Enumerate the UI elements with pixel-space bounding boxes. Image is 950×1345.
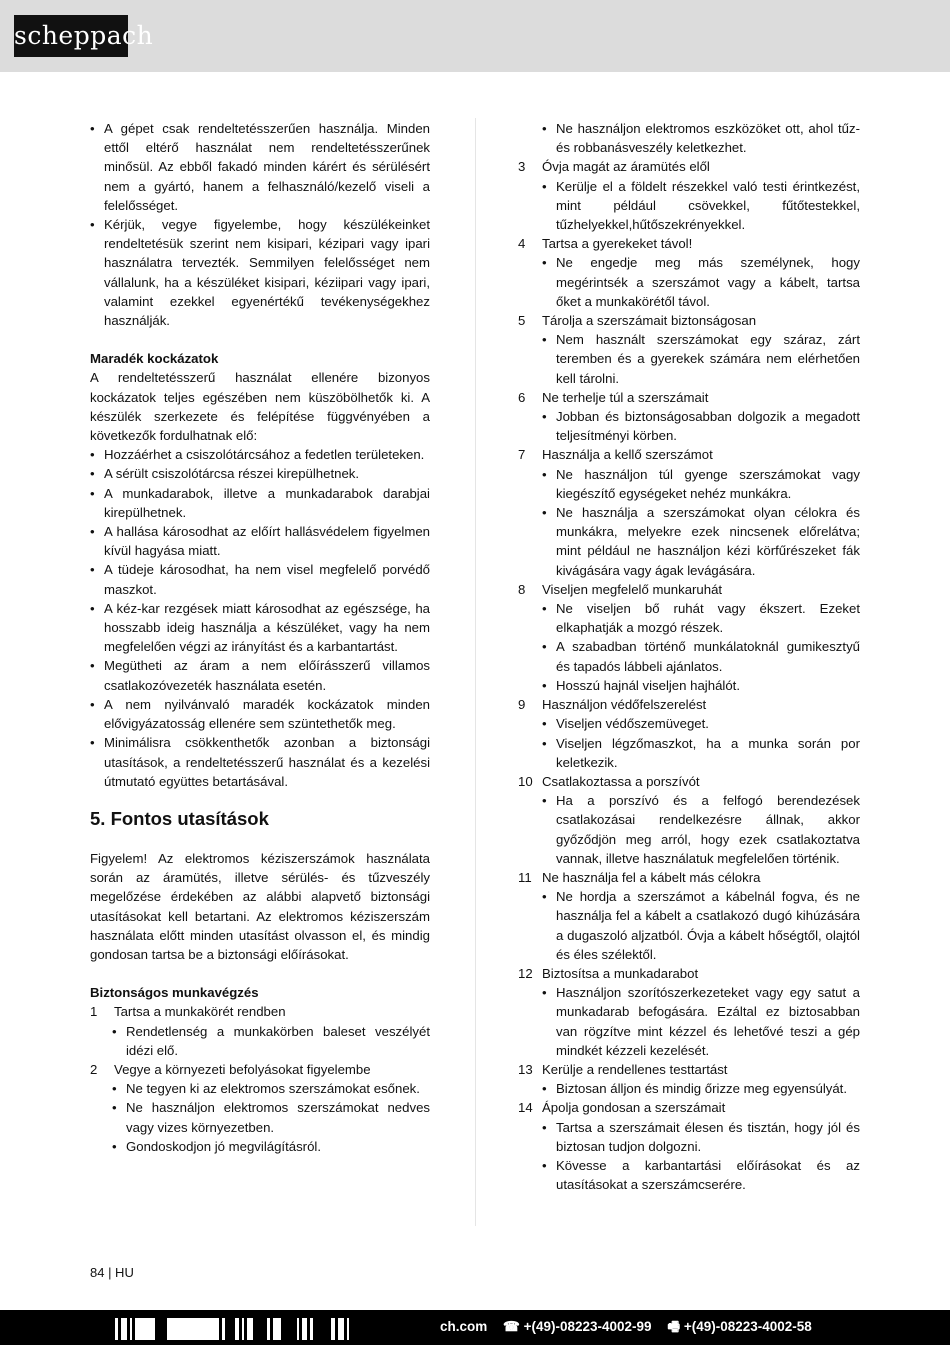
numbered-item: 12 Biztosítsa a munkadarabot [518,965,699,981]
numbered-item: 6 Ne terhelje túl a szerszámait [518,389,709,405]
safe-work-heading: Biztonságos munkavégzés [90,985,259,1001]
page-header [0,0,950,72]
footer-contact [440,1317,824,1340]
page-footer [0,1310,950,1345]
column-divider [475,118,476,1226]
list-item: • Gondoskodjon jó megvilágításról. [112,1138,321,1154]
list-item: • A tüdeje károsodhat, ha nem visel megfelelő porvédő maszkot. [90,562,430,597]
footer-website: ch.com [440,1319,488,1334]
residual-risks-heading: Maradék kockázatok [90,351,219,367]
barcode-graphic [115,1318,435,1340]
list-item: • Ne használjon elektromos eszközöket ott, ahol tűz- és robbanásveszély keletkezhet. [542,121,860,156]
list-item: • Ne hordja a szerszámot a kábelnál fogva, és ne használja fel a kábelt a csatlakozó dugó kihúzására a dugaszoló aljzatból. Óvja a kábelt hőségtől, olajtól és éles szélektől. [542,889,860,962]
list-item: • A gépet csak rendeltetésszerűen használja. Minden ettől eltérő használat nem rendeltetésszerűnek minősül. Az ebből fakadó minden kárért és sérülésért nem a gyártó, hanem a felhasználó/kezelő viseli a felelősséget. [90,121,430,213]
numbered-item: 3 Óvja magát az áramütés elől [518,159,710,175]
numbered-item: 7 Használja a kellő szerszámot [518,447,713,463]
list-item: • Használjon szorítószerkezeteket vagy egy satut a munkadarab befogására. Ezáltal ez biztosabban van rögzítve mint kézzel és lehetővé teszi a gép mindkét kézzeli kezelését. [542,985,860,1058]
list-item: • Ha a porszívó és a felfogó berendezések csatlakozásai rendelkezésre állnak, akkor győződjön meg arról, hogy ezek csatlakoztatva vannak, illetve használatuk megfelelően történik. [542,793,860,866]
footer-fax: 🖷 +(49)-08223-4002-58 [667,1319,812,1334]
list-item: • Ne viseljen bő ruhát vagy ékszert. Ezeket elkaphatják a mozgó részek. [542,601,860,636]
list-item: • Ne tegyen ki az elektromos szerszámokat esőnek. [112,1081,420,1097]
numbered-item: 5 Tárolja a szerszámait biztonságosan [518,313,757,329]
list-item: • Hozzáérhet a csiszolótárcsához a fedetlen területeken. [90,447,425,463]
scheppach-logo: scheppach [14,15,128,57]
left-column [90,119,430,1156]
list-item: • Rendetlenség a munkakörben baleset veszélyét idézi elő. [112,1023,430,1058]
numbered-item: 14 Ápolja gondosan a szerszámait [518,1100,726,1116]
numbered-item: 10 Csatlakoztassa a porszívót [518,773,700,789]
numbered-item: 9 Használjon védőfelszerelést [518,697,707,713]
list-item: • Kerülje el a földelt részekkel való testi érintkezést, mint például csövekkel, fűtőtestekkel, tűzhelyekkel,hűtőszekrényekkel. [542,178,860,233]
list-item: • Minimálisra csökkenthetők azonban a biztonsági utasítások, a rendeltetésszerű használat és a kezelési útmutató együttes betartásával. [90,735,430,789]
right-column [518,119,860,1194]
list-item: • Megütheti az áram a nem előírásszerű villamos csatlakozóvezeték használata esetén. [90,658,430,693]
list-item: • Ne használja a szerszámokat olyan célokra és munkákra, melyekre ezek nincsenek előrelátva; mint például ne használjon kézi körfűrészeket fák kivágására vagy ágak levágására. [542,505,860,578]
list-item: • Biztosan álljon és mindig őrizze meg egyensúlyát. [542,1081,848,1097]
page-number: 84 | HU [90,1265,134,1280]
list-item: • Kövesse a karbantartási előírásokat és az utasításokat a szerszámcserére. [542,1157,860,1193]
list-item: • Jobban és biztonságosabban dolgozik a megadott teljesítményi körben. [542,409,860,444]
list-item: • Nem használt szerszámokat egy száraz, zárt teremben és a gyerekek számára nem elérhetően kell tárolni. [542,332,860,386]
numbered-item: 2 Vegye a környezeti befolyásokat figyelembe [90,1061,371,1077]
list-item: • Hosszú hajnál viseljen hajhálót. [542,677,741,693]
list-item: • Ne engedje meg más személynek, hogy megérintsék a szerszámot vagy a kábelt, tartsa őket a munkakörétől távol. [542,255,860,309]
attention-paragraph: Figyelem! Az elektromos kéziszerszámok használata során az áramütés, illetve sérülés- és tűzveszély megelőzése érdekében az alábbi alapvető biztonsági utasításokat kell betartani. Az elektromos kéziszerszám használata előtt minden utasítást olvasson el, és mindig gondosan tartsa be a biztonsági előírásokat. [90,850,430,962]
list-item: • A munkadarabok, illetve a munkadarabok darabjai kirepülhetnek. [90,485,430,520]
list-item: • A kéz-kar rezgések miatt károsodhat az egészsége, ha hosszabb ideig használja a készüléket, vagy ha nem megfelelően végzi az irányítást és a karbantartást. [90,600,430,655]
list-item: • A szabadban történő munkálatoknál gumikesztyű és tapadós lábbeli ajánlatos. [542,639,860,674]
list-item: • A nem nyilvánvaló maradék kockázatok minden elővigyázatosság ellenére sem szüntethetők meg. [90,696,430,732]
list-item: • Viseljen védőszemüveget. [542,716,709,732]
numbered-item: 8 Viseljen megfelelő munkaruhát [518,581,723,597]
list-item: • A sérült csiszolótárcsa részei kirepülhetnek. [90,466,360,482]
numbered-item: 4 Tartsa a gyerekeket távol! [518,236,693,252]
list-item: • Ne használjon elektromos szerszámokat nedves vagy vizes környezetben. [112,1100,430,1135]
numbered-item: 1 Tartsa a munkakörét rendben [90,1004,286,1020]
footer-phone: ☎ +(49)-08223-4002-99 [503,1319,652,1334]
list-item: • Ne használjon túl gyenge szerszámokat vagy kiegészítő egységeket nehéz munkákra. [542,466,860,501]
list-item: • Tartsa a szerszámait élesen és tisztán, hogy jól és biztosan tudjon dolgozni. [542,1119,860,1154]
list-item: • Kérjük, vegye figyelembe, hogy készülékeinket rendeltetésük szerint nem kisipari, kézipari vagy ipari használatra tervezték. Semmilyen felelősséget nem vállalunk, ha a készüléket kisipari, kéziipari vagy ipari, valamint ezekkel egyenértékű tevékenységekhez használják. [90,217,430,329]
list-item: • A hallása károsodhat az előírt hallásvédelem figyelmen kívül hagyása miatt. [90,524,430,559]
numbered-item: 13 Kerülje a rendellenes testtartást [518,1061,728,1077]
numbered-item: 11 Ne használja fel a kábelt más célokra [518,869,761,885]
residual-intro: A rendeltetésszerű használat ellenére bizonyos kockázatok teljes egészében nem küszöbölhetők ki. A készülék szerkezete és felépítése függvényében a következők fordulhatnak elő: [90,370,430,444]
list-item: • Viseljen légzőmaszkot, ha a munka során por keletkezik. [542,735,860,770]
section-title: 5. Fontos utasítások [90,807,269,829]
